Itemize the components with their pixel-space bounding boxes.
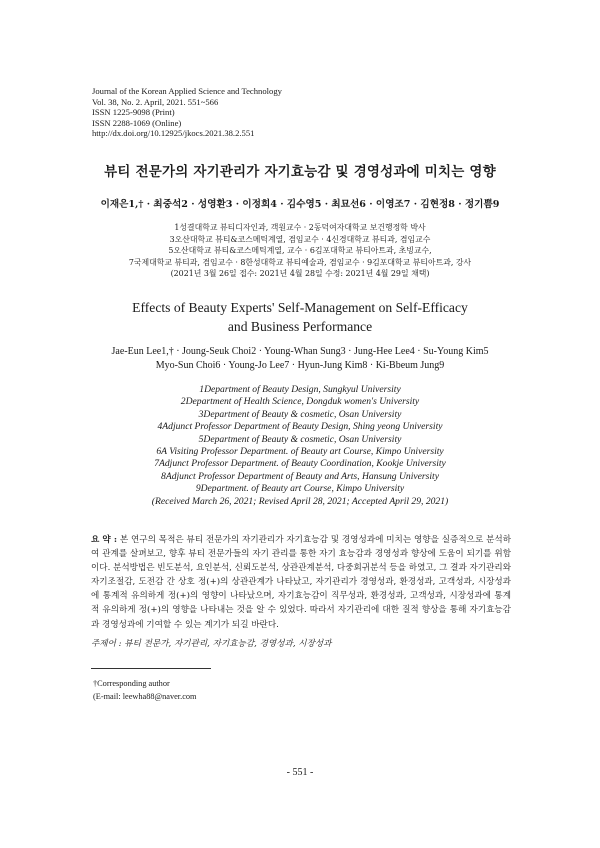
affiliation-en-line: 1Department of Beauty Design, Sungkyul University [199,384,401,395]
corresponding-email[interactable]: (E-mail: leewha88@naver.com [93,692,197,701]
abstract [91,533,511,632]
received-dates-ko: (2021년 3월 26일 접수: 2021년 4월 28일 수정: 2021년 4월 29일 채택) [170,269,430,279]
page-number: - 551 - [286,767,314,778]
footnote-divider [91,668,211,669]
affiliation-ko-line: 7국제대학교 뷰티과, 겸임교수 · 8한성대학교 뷰티예술과, 겸임교수 · 9김포대학교 뷰티아트과, 강사 [128,257,472,267]
affiliations-english [0,384,600,508]
abstract-text: 본 연구의 목적은 뷰티 전문가의 자기관리가 자기효능감 및 경영성과에 미치는 영향을 실증적으로 분석하여 관계를 살펴보고, 향후 뷰티 전문가들의 자기 관리를 통한 자기 효능감과 경영성과 향상에 도움이 되기를 위함이다. 분석방법은 빈도분석, 요인분석, 신뢰도분석, 상관관계분석, 다중회귀분석 등을 하였고, 그 결과 자기관리와 자기조절감, 도전감 간 상호 정(+)의 상관관계가 나타났고, 자기관리가 경영성과, 환경성과, 고객성과, 시장성과에 통계적 유의하게 정(+)의 영향이 나타났으며, 자기효능감이 직무성과, 환경성과, 고객성과, 시장성과에 통계적 유의하게 정(+)의 영향을 나타내는 것을 알 수 있었다. 따라서 자기관리에 대한 질적 향상을 통해 자기효능감과 경영성과에 기여할 수 있는 계기가 되길 바란다. [91,535,512,630]
title-korean: 뷰티 전문가의 자기관리가 자기효능감 및 경영성과에 미치는 영향 [104,164,496,180]
affiliation-ko-line: 1성결대학교 뷰티디자인과, 객원교수 · 2동덕여자대학교 보건행정학 박사 [174,223,426,232]
footnote [93,677,196,703]
journal-info [92,86,282,139]
affiliation-en-line: 8Adjunct Professor Department of Beauty and Arts, Hansung University [161,470,439,482]
journal-doi[interactable]: http://dx.doi.org/10.12925/jkocs.2021.38.2.551 [92,128,255,139]
abstract-label: 요 약 : [91,535,117,545]
corresponding-author: †Corresponding author [93,679,170,688]
journal-volume: Vol. 38, No. 2. April, 2021. 551~566 [92,96,219,107]
authors-korean: 이재은1,† · 최중석2 · 성영환3 · 이정희4 · 김수영5 · 최묘선6 · 이영조7 · 김현정8 · 정기쁨9 [100,199,500,210]
affiliation-en-line: 3Department of Beauty & cosmetic, Osan University [198,408,402,420]
affiliation-en-line: 7Adjunct Professor Department. of Beauty Coordination, Kookje University [154,458,446,470]
affiliation-en-line: 5Department of Beauty & cosmetic, Osan University [198,433,402,445]
affiliation-en-line: 6A Visiting Professor Department. of Beauty art Course, Kimpo University [156,446,444,458]
authors-en-line2: Myo-Sun Choi6 · Young-Jo Lee7 · Hyun-Jung Kim8 · Ki-Bbeum Jung9 [155,359,445,371]
affiliation-en-line: 4Adjunct Professor Department of Beauty Design, Shing yeong University [157,421,443,433]
title-en-line1: Effects of Beauty Experts' Self-Management on Self-Efficacy [132,300,468,315]
title-english [0,298,600,336]
keywords: 주제어 : 뷰티 전문가, 자기관리, 자기효능감, 경영성과, 시장성과 [91,639,332,649]
journal-name: Journal of the Korean Applied Science and Technology [92,86,282,96]
title-en-line2: and Business Performance [227,319,373,334]
affiliations-korean [0,222,600,280]
received-dates-en: (Received March 26, 2021; Revised April 28, 2021; Accepted April 29, 2021) [151,495,449,507]
authors-english [0,345,600,373]
journal-issn-online: ISSN 2288-1069 (Online) [92,117,182,128]
journal-issn-print: ISSN 1225-9098 (Print) [92,107,175,118]
authors-en-line1: Jae-Eun Lee1,† · Joung-Seuk Choi2 · Young-Whan Sung3 · Jung-Hee Lee4 · Su-Young Kim5 [111,346,489,357]
affiliation-en-line: 2Department of Health Science, Dongduk women's University [180,396,420,408]
affiliation-ko-line: 3오산대학교 뷰티&코스메틱계열, 겸임교수 · 4신경대학교 뷰티과, 겸임교수 [169,234,431,244]
affiliation-ko-line: 5오산대학교 뷰티&코스메틱계열, 교수 · 6김포대학교 뷰티아트과, 초빙교수, [168,246,432,256]
affiliation-en-line: 9Department. of Beauty art Course, Kimpo University [195,483,405,495]
